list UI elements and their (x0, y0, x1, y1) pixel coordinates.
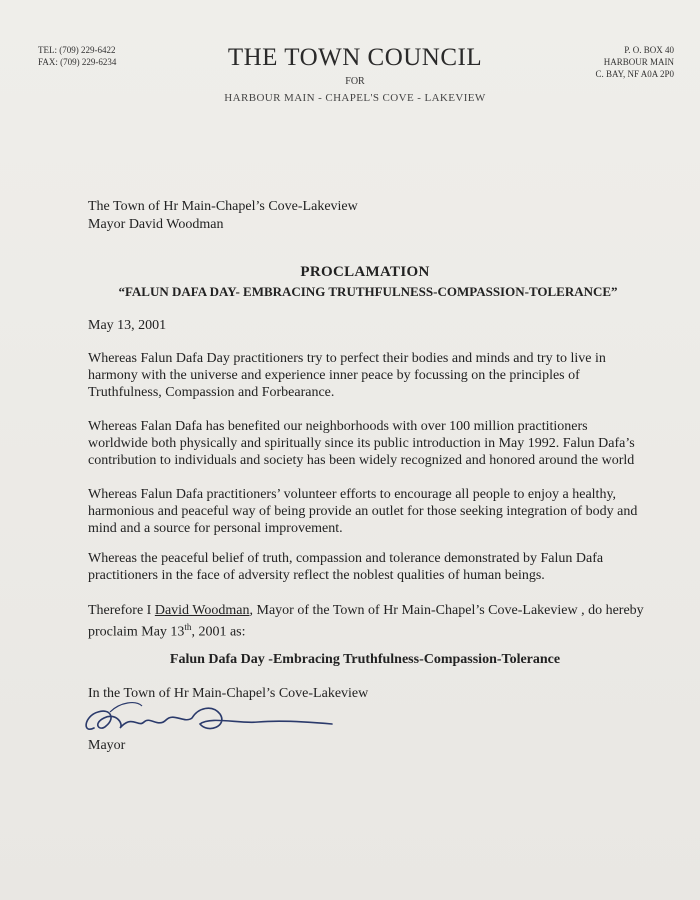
telephone: TEL: (709) 229-6422 (38, 45, 116, 55)
address-town: HARBOUR MAIN (603, 57, 674, 67)
proclaimed-day: Falun Dafa Day -Embracing Truthfulness-Compassion-Tolerance (169, 652, 561, 667)
therefore-paragraph (88, 602, 648, 641)
date-suffix: th (184, 622, 192, 632)
therefore-end: , 2001 as: (191, 624, 246, 640)
proclamation-subheading: “FALUN DAFA DAY- EMBRACING TRUTHFULNESS-COMPASSION-TOLERANCE” (118, 284, 618, 299)
letterhead-subtitle: HARBOUR MAIN - CHAPEL'S COVE - LAKEVIEW (224, 92, 486, 104)
closing-town: In the Town of Hr Main-Chapel’s Cove-Lakeview (88, 686, 369, 701)
letterhead-address (595, 44, 674, 80)
whereas-paragraph-1: Whereas Falun Dafa Day practitioners try to perfect their bodies and minds and try to live in harmony with the universe and experience inner peace by focussing on the principles of Truthfulness, Compassion and Forbearance. (88, 351, 606, 400)
mayor-name: David Woodman (154, 603, 250, 618)
proclamation-heading: PROCLAMATION (300, 264, 430, 280)
proclamation-date: May 13, 2001 (88, 318, 167, 333)
whereas-paragraph-3: Whereas Falun Dafa practitioners’ volunteer efforts to encourage all people to enjoy a healthy, harmonious and peaceful way of being provide an outlet for those seeking integration of body and mind and a source for personal improvement. (88, 487, 638, 536)
letterhead-for: FOR (345, 76, 365, 87)
fax: FAX: (709) 229-6234 (38, 57, 117, 67)
therefore-middle: , Mayor of the Town of Hr Main-Chapel’s Cove-Lakeview , do hereby proclaim May 13 (88, 603, 644, 640)
addressee-mayor: Mayor David Woodman (88, 217, 224, 232)
signature-title: Mayor (88, 738, 126, 753)
therefore-prefix: Therefore I (88, 603, 155, 618)
addressee-block (88, 198, 358, 234)
mayor-signature (80, 694, 340, 742)
addressee-town: The Town of Hr Main-Chapel’s Cove-Lakeview (88, 199, 358, 214)
whereas-paragraph-4: Whereas the peaceful belief of truth, compassion and tolerance demonstrated by Falun Dafa practitioners in the face of adversity reflect the noblest qualities of human beings. (88, 551, 604, 583)
letterhead-title: THE TOWN COUNCIL (227, 44, 483, 71)
whereas-paragraph-2: Whereas Falan Dafa has benefited our neighborhoods with over 100 million practitioners worldwide both physically and spiritually since its public introduction in May 1992. Falun Dafa’s contribution to individuals and society has been widely recognized and honored around the world (88, 419, 635, 468)
po-box: P. O. BOX 40 (624, 45, 674, 55)
address-province: C. BAY, NF A0A 2P0 (595, 69, 674, 79)
